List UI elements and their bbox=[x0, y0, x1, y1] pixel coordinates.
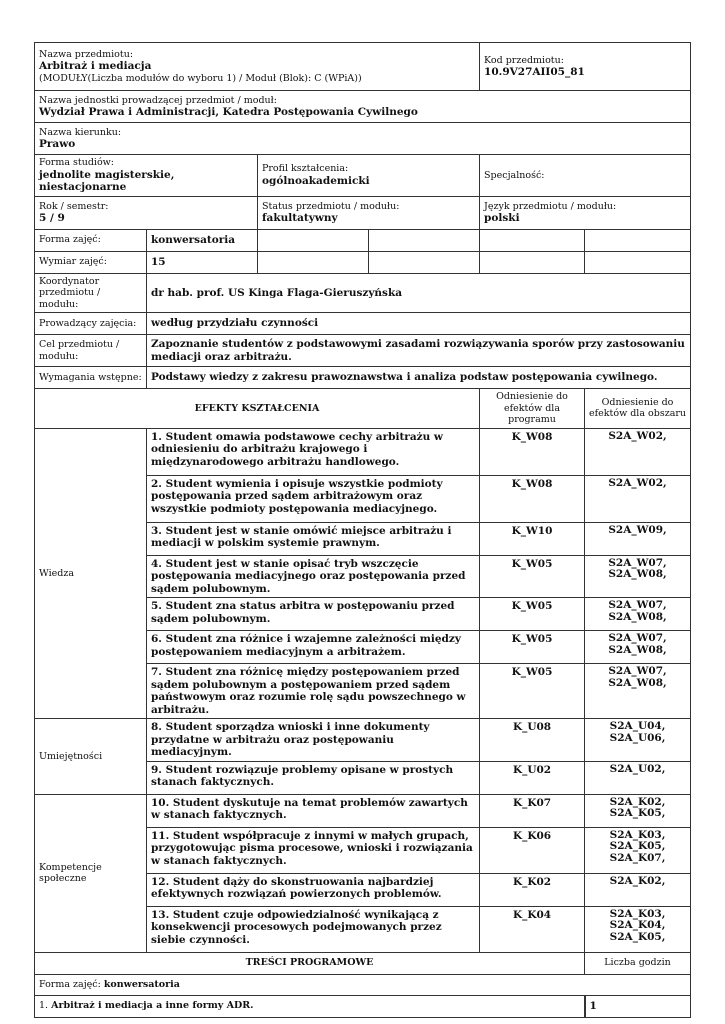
area-reference-codes: S2A_K03, S2A_K04, S2A_K05, bbox=[585, 906, 691, 952]
effect-description: 5. Student zna status arbitra w postępowaniu przed sądem polubownym. bbox=[147, 598, 480, 631]
content-item-text: Arbitraż i mediacja a inne formy ADR. bbox=[51, 1000, 254, 1012]
coordinator-label: Koordynator przedmiotu / modułu: bbox=[35, 273, 147, 313]
effect-description: 11. Student współpracuje z innymi w małych grupach, przygotowując pisma procesowe, wnioski i rozwiązania w stanach faktycznych. bbox=[147, 827, 480, 873]
area-reference-codes: S2A_W07, S2A_W08, bbox=[585, 598, 691, 631]
hours-heading: Liczba godzin bbox=[585, 952, 691, 974]
area-reference-heading: Odniesienie do efektów dla obszaru bbox=[585, 389, 691, 429]
area-reference-codes: S2A_W09, bbox=[585, 522, 691, 555]
area-reference-codes: S2A_K02, S2A_K05, bbox=[585, 794, 691, 827]
program-reference-code: K_U08 bbox=[480, 719, 585, 762]
field-label: Nazwa kierunku: bbox=[39, 126, 122, 138]
area-reference-codes: S2A_W07, S2A_W08, bbox=[585, 664, 691, 719]
effect-description: 4. Student jest w stanie opisać tryb wszczęcie postępowania mediacyjnego oraz postępowania przed sądem polubownym. bbox=[147, 555, 480, 598]
content-item-number: 1. bbox=[39, 1000, 52, 1012]
effect-group-label: Wiedza bbox=[35, 428, 147, 719]
unit-label: Nazwa jednostki prowadzącej przedmiot / moduł: bbox=[39, 94, 277, 106]
profile-label: Profil kształcenia: bbox=[262, 163, 349, 175]
teacher-value: według przydziału czynności bbox=[147, 313, 691, 335]
profile-value: ogólnoakademicki bbox=[262, 174, 370, 187]
requirements-label: Wymagania wstępne: bbox=[35, 367, 147, 389]
coordinator-value: dr hab. prof. US Kinga Flaga-Gieruszyńska bbox=[147, 273, 691, 313]
requirements-value: Podstawy wiedzy z zakresu prawoznawstwa i analiza podstaw postępowania cywilnego. bbox=[147, 367, 691, 389]
year-value: 5 / 9 bbox=[39, 212, 65, 224]
empty-cell bbox=[258, 229, 369, 251]
form-cell bbox=[35, 155, 258, 197]
teacher-label: Prowadzący zajęcia: bbox=[35, 313, 147, 335]
area-reference-codes: S2A_U02, bbox=[585, 761, 691, 794]
effect-description: 1. Student omawia podstawowe cechy arbitrażu w odniesieniu do arbitrażu krajowego i międzynarodowego arbitrażu handlowego. bbox=[147, 428, 480, 475]
aim-label: Cel przedmiotu / modułu: bbox=[35, 335, 147, 367]
empty-cell bbox=[585, 251, 691, 273]
hours-value: 15 bbox=[147, 251, 258, 273]
empty-cell bbox=[585, 229, 691, 251]
content-item-hours: 1 bbox=[585, 995, 691, 1017]
empty-cell bbox=[480, 229, 585, 251]
course-syllabus-sheet bbox=[34, 42, 690, 1018]
empty-cell bbox=[369, 251, 480, 273]
empty-cell bbox=[369, 229, 480, 251]
area-reference-codes: S2A_W07, S2A_W08, bbox=[585, 555, 691, 598]
field-value: Prawo bbox=[39, 138, 76, 150]
effect-description: 12. Student dąży do skonstruowania najbardziej efektywnych rozwiązań powierzonych problemów. bbox=[147, 873, 480, 906]
module-line: (MODUŁY(Liczba modułów do wyboru 1) / Moduł (Blok): C (WPiA)) bbox=[39, 72, 362, 84]
program-reference-code: K_W08 bbox=[480, 475, 585, 522]
status-value: fakultatywny bbox=[262, 212, 338, 224]
program-reference-code: K_W05 bbox=[480, 664, 585, 719]
subject-label: Nazwa przedmiotu: bbox=[39, 48, 134, 60]
program-reference-code: K_W05 bbox=[480, 598, 585, 631]
effects-heading: EFEKTY KSZTAŁCENIA bbox=[35, 389, 480, 429]
area-reference-codes: S2A_W02, bbox=[585, 475, 691, 522]
empty-cell bbox=[258, 251, 369, 273]
effect-description: 13. Student czuje odpowiedzialność wynikającą z konsekwencji procesowych podejmowanych przez siebie czynności. bbox=[147, 906, 480, 952]
program-reference-code: K_U02 bbox=[480, 761, 585, 794]
class-form-label: Forma zajęć: bbox=[35, 229, 147, 251]
content-item bbox=[35, 995, 585, 1017]
program-reference-code: K_W05 bbox=[480, 631, 585, 664]
form-label: Forma studiów: bbox=[39, 157, 115, 168]
year-label: Rok / semestr: bbox=[39, 200, 109, 212]
area-reference-codes: S2A_K03, S2A_K05, S2A_K07, bbox=[585, 827, 691, 873]
status-cell bbox=[258, 196, 480, 229]
content-form-label: Forma zajęć: bbox=[39, 978, 104, 990]
empty-cell bbox=[480, 251, 585, 273]
code-label: Kod przedmiotu: bbox=[484, 54, 564, 66]
unit-value: Wydział Prawa i Administracji, Katedra Postępowania Cywilnego bbox=[39, 106, 418, 118]
effect-description: 7. Student zna różnicę między postępowaniem przed sądem polubownym a postępowaniem przed sądem państwowym oraz rozumie rolę sądu powszechnego w arbitrażu. bbox=[147, 664, 480, 719]
code-cell bbox=[480, 43, 691, 91]
content-table bbox=[34, 952, 691, 1018]
effect-group-label: Umiejętności bbox=[35, 719, 147, 795]
hours-label: Wymiar zajęć: bbox=[35, 251, 147, 273]
effect-description: 9. Student rozwiązuje problemy opisane w prostych stanach faktycznych. bbox=[147, 761, 480, 794]
area-reference-codes: S2A_W07, S2A_W08, bbox=[585, 631, 691, 664]
specialty-cell bbox=[480, 155, 691, 197]
effects-table bbox=[34, 388, 691, 953]
area-reference-codes: S2A_K02, bbox=[585, 873, 691, 906]
content-form-row bbox=[35, 974, 691, 995]
content-heading: TREŚCI PROGRAMOWE bbox=[35, 952, 585, 974]
area-reference-codes: S2A_U04, S2A_U06, bbox=[585, 719, 691, 762]
form-value: jednolite magisterskie, niestacjonarne bbox=[39, 168, 175, 193]
class-form-value: konwersatoria bbox=[147, 229, 258, 251]
program-reference-code: K_K07 bbox=[480, 794, 585, 827]
subject-name: Arbitraż i mediacja bbox=[39, 60, 152, 73]
content-form-value: konwersatoria bbox=[103, 978, 180, 990]
program-reference-code: K_W08 bbox=[480, 428, 585, 475]
effect-description: 6. Student zna różnice i wzajemne zależności między postępowaniem mediacyjnym a arbitrażem. bbox=[147, 631, 480, 664]
aim-value: Zapoznanie studentów z podstawowymi zasadami rozwiązywania sporów przy zastosowaniu mediacji oraz arbitrażu. bbox=[147, 335, 691, 367]
program-reference-heading: Odniesienie do efektów dla programu bbox=[480, 389, 585, 429]
status-label: Status przedmiotu / modułu: bbox=[262, 200, 400, 212]
effect-description: 2. Student wymienia i opisuje wszystkie podmioty postępowania przed sądem arbitrażowym oraz wszystkie podmioty postępowania mediacyjnego. bbox=[147, 475, 480, 522]
syllabus-header-table bbox=[34, 42, 691, 389]
year-cell bbox=[35, 196, 258, 229]
program-reference-code: K_K04 bbox=[480, 906, 585, 952]
program-reference-code: K_K06 bbox=[480, 827, 585, 873]
language-value: polski bbox=[484, 212, 520, 224]
program-reference-code: K_W10 bbox=[480, 522, 585, 555]
effect-description: 10. Student dyskutuje na temat problemów zawartych w stanach faktycznych. bbox=[147, 794, 480, 827]
program-reference-code: K_W05 bbox=[480, 555, 585, 598]
effect-group-label: Kompetencje społeczne bbox=[35, 794, 147, 952]
effect-description: 3. Student jest w stanie omówić miejsce arbitrażu i mediacji w polskim systemie prawnym. bbox=[147, 522, 480, 555]
program-reference-code: K_K02 bbox=[480, 873, 585, 906]
language-label: Język przedmiotu / modułu: bbox=[484, 200, 617, 212]
unit-cell bbox=[35, 91, 691, 123]
field-cell bbox=[35, 123, 691, 155]
subject-cell bbox=[35, 43, 480, 91]
area-reference-codes: S2A_W02, bbox=[585, 428, 691, 475]
code-value: 10.9V27AII05_81 bbox=[484, 66, 585, 78]
effect-description: 8. Student sporządza wnioski i inne dokumenty przydatne w arbitrażu oraz postępowaniu mediacyjnym. bbox=[147, 719, 480, 762]
specialty-label: Specjalność: bbox=[484, 169, 545, 181]
language-cell bbox=[480, 196, 691, 229]
profile-cell bbox=[258, 155, 480, 197]
